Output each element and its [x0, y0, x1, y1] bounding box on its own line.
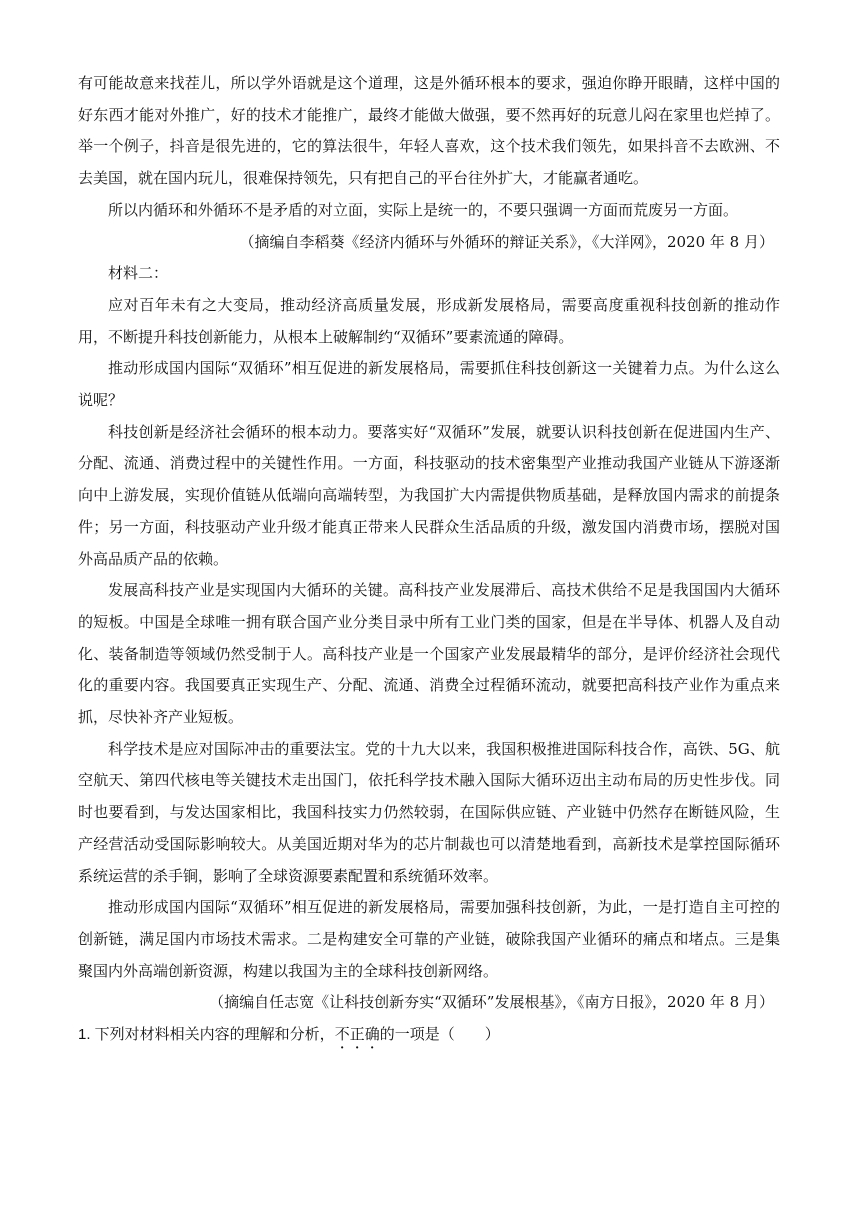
material2-paragraph: 科技创新是经济社会循环的根本动力。要落实好“双循环”发展，就要认识科技创新在促进国内生产、分配、流通、消费过程中的关键性作用。一方面，科技驱动的技术密集型产业推动我国产业链从下游逐渐向中上游发展，实现价值链从低端向高端转型，为我国扩大内需提供物质基础，是释放国内需求的前提条件；另一方面，科技驱动产业升级才能真正带来人民群众生活品质的升级，激发国内消费市场，摆脱对国外高品质产品的依赖。 — [78, 422, 780, 568]
material2-paragraph: 发展高科技产业是实现国内大循环的关键。高科技产业发展滞后、高技术供给不足是我国国内大循环的短板。中国是全球唯一拥有联合国产业分类目录中所有工业门类的国家，但是在半导体、机器人及自动化、装备制造等领域仍然受制于人。高科技产业是一个国家产业发展最精华的部分，是评价经济社会现代化的重要内容。我国要真正实现生产、分配、流通、消费全过程循环流动，就要把高科技产业作为重点来抓，尽快补齐产业短板。 — [78, 581, 780, 727]
material2-heading: 材料二： — [108, 264, 169, 283]
material2-paragraph: 推动形成国内国际“双循环”相互促进的新发展格局，需要加强科技创新，为此，一是打造自主可控的创新链，满足国内市场技术需求。二是构建安全可靠的产业链，破除我国产业循环的痛点和堵点。三是集聚国内外高端创新资源，构建以我国为主的全球科技创新网络。 — [78, 898, 780, 980]
material2-paragraph: 科学技术是应对国际冲击的重要法宝。党的十九大以来，我国积极推进国际科技合作，高铁、5G、航空航天、第四代核电等关键技术走出国门，依托科学技术融入国际大循环迈出主动布局的历史性步伐。同时也要看到，与发达国家相比，我国科技实力仍然较弱，在国际供应链、产业链中仍然存在断链风险，生产经营活动受国际影响较大。从美国近期对华为的芯片制裁也可以清楚地看到，高新技术是掌控国际循环系统运营的杀手锏，影响了全球资源要素配置和系统循环效率。 — [78, 739, 780, 885]
question-1-emphasis: 不正确 — [334, 1026, 380, 1044]
question-1-suffix: 的一项是（ ） — [379, 1026, 500, 1044]
material2-source-citation: （摘编自任志宽《让科技创新夯实“双循环”发展根基》，《南方日报》，2020 年 8 月） — [209, 993, 774, 1012]
material1-source-citation: （摘编自李稻葵《经济内循环与外循环的辩证关系》，《大洋网》，2020 年 8 月） — [239, 232, 774, 251]
document-body — [78, 68, 780, 1052]
material2-paragraph: 推动形成国内国际“双循环”相互促进的新发展格局，需要抓住科技创新这一关键着力点。为什么这么说呢？ — [78, 359, 780, 410]
question-1-prefix: 1. 下列对材料相关内容的理解和分析， — [78, 1026, 335, 1044]
question-1 — [78, 1019, 780, 1052]
material2-paragraph: 应对百年未有之大变局，推动经济高质量发展，形成新发展格局，需要高度重视科技创新的推动作用，不断提升科技创新能力，从根本上破解制约“双循环”要素流通的障碍。 — [78, 295, 780, 346]
material1-continued-paragraph: 有可能故意来找茬儿，所以学外语就是这个道理，这是外循环根本的要求，强迫你睁开眼睛，这样中国的好东西才能对外推广，好的技术才能推广，最终才能做大做强，要不然再好的玩意儿闷在家里也烂掉了。举一个例子，抖音是很先进的，它的算法很牛，年轻人喜欢，这个技术我们领先，如果抖音不去欧洲、不去美国，就在国内玩儿，很难保持领先，只有把自己的平台往外扩大，才能赢者通吃。 — [78, 74, 780, 188]
material1-conclusion-paragraph: 所以内循环和外循环不是矛盾的对立面，实际上是统一的，不要只强调一方面而荒废另一方面。 — [108, 200, 739, 219]
